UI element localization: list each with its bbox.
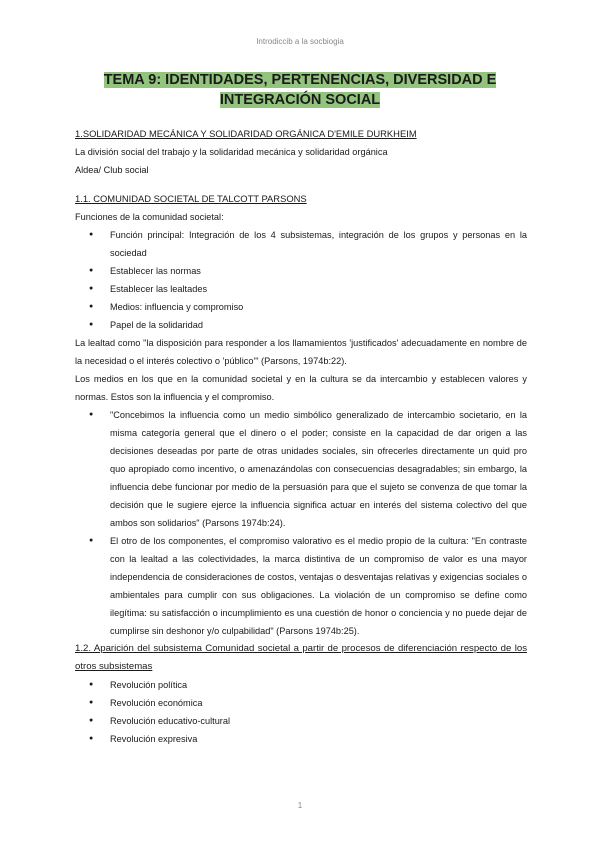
list-item-text: Revolución económica bbox=[110, 698, 203, 708]
document-body bbox=[75, 125, 527, 748]
list-item-text: Papel de la solidaridad bbox=[110, 320, 203, 330]
page-header: Introdiccib a la socbiogia bbox=[256, 37, 344, 46]
list-item-text: Medios: influencia y compromiso bbox=[110, 302, 244, 312]
list-item bbox=[75, 406, 527, 532]
bullet-icon: ● bbox=[89, 699, 94, 706]
section-1-line-1: La división social del trabajo y la solidaridad mecánica y solidaridad orgánica bbox=[75, 147, 388, 157]
list-item-text: Revolución expresiva bbox=[110, 734, 198, 744]
media-paragraph: Los medios en los que en la comunidad societal y en la cultura se da intercambio y establecen valores y normas. Estos son la influencia y el compromiso. bbox=[75, 374, 527, 402]
bullet-icon: ● bbox=[89, 303, 94, 310]
list-item bbox=[75, 280, 527, 298]
bullet-icon: ● bbox=[89, 681, 94, 688]
list-item bbox=[75, 712, 527, 730]
bullet-icon: ● bbox=[89, 285, 94, 292]
functions-list bbox=[75, 226, 527, 334]
list-item bbox=[75, 298, 527, 316]
revolutions-list bbox=[75, 676, 527, 748]
commitment-quote: El otro de los componentes, el compromiso valorativo es el medio propio de la cultura: "En contraste con la lealtad a las colectividades, la marca distintiva de un compromiso de valor es una mayor independencia de consideraciones de costos, ventajas o desventajas relativas y exigencias sociales o ambientales para cumplir con sus obligaciones. La violación de un compromiso se define como ilegítima: su satisfacción o incumplimiento es una cuestión de honor o conciencia y no puede dejar de cumplirse sin deshonor y/o culpabilidad" (Parsons 1974b:25). bbox=[110, 536, 527, 636]
title-line-1: TEMA 9: IDENTIDADES, PERTENENCIAS, DIVERSIDAD E bbox=[103, 72, 497, 88]
list-item bbox=[75, 676, 527, 694]
list-item bbox=[75, 262, 527, 280]
bullet-icon: ● bbox=[89, 321, 94, 328]
list-item bbox=[75, 694, 527, 712]
bullet-icon: ● bbox=[89, 735, 94, 742]
bullet-icon: ● bbox=[89, 411, 94, 418]
influence-quote: "Concebimos la influencia como un medio simbólico generalizado de intercambio societario, en la misma categoría general que el dinero o el poder; consiste en la capacidad de dar origen a las decisiones deseadas por parte de otras unidades sociales, sin ofrecerles directamente un quid pro quo apropiado como incentivo, o amenazándolas con consecuencias desagradables; sin embargo, la influencia debe funcionar por medio de la persuasión para que el sujeto se convenza de que tomar la decisión que le sugiere ejerce la influencia significa actuar en interés del sistema colectivo del que ambos son solidarios" (Parsons 1974b:24). bbox=[110, 410, 527, 528]
loyalty-paragraph: La lealtad como "la disposición para responder a los llamamientos 'justificados' adecuadamente en nombre de la necesidad o el interés colectivo o 'público'" (Parsons, 1974b:22). bbox=[75, 338, 527, 366]
functions-intro: Funciones de la comunidad societal: bbox=[75, 212, 224, 222]
bullet-icon: ● bbox=[89, 537, 94, 544]
bullet-icon: ● bbox=[89, 267, 94, 274]
list-item bbox=[75, 316, 527, 334]
quotes-list bbox=[75, 406, 527, 640]
list-item bbox=[75, 730, 527, 748]
section-1-1-heading: 1.1. COMUNIDAD SOCIETAL DE TALCOTT PARSONS bbox=[75, 193, 307, 204]
page-number: 1 bbox=[297, 801, 303, 810]
section-1-line-2: Aldea/ Club social bbox=[75, 165, 149, 175]
list-item bbox=[75, 532, 527, 640]
list-item-text: Función principal: Integración de los 4 subsistemas, integración de los grupos y personas en la sociedad bbox=[110, 230, 527, 258]
list-item bbox=[75, 226, 527, 262]
list-item-text: Establecer las lealtades bbox=[110, 284, 208, 294]
section-1-heading: 1.SOLIDARIDAD MECÁNICA Y SOLIDARIDAD ORGÁNICA D'EMILE DURKHEIM bbox=[75, 128, 417, 139]
list-item-text: Revolución política bbox=[110, 680, 188, 690]
title-line-2: INTEGRACIÓN SOCIAL bbox=[219, 92, 381, 108]
bullet-icon: ● bbox=[89, 717, 94, 724]
page-title bbox=[0, 70, 600, 110]
bullet-icon: ● bbox=[89, 231, 94, 238]
list-item-text: Establecer las normas bbox=[110, 266, 201, 276]
list-item-text: Revolución educativo-cultural bbox=[110, 716, 231, 726]
section-1-2-heading: 1.2. Aparición del subsistema Comunidad societal a partir de procesos de diferenciación respecto de los otros subsistemas bbox=[75, 643, 527, 672]
